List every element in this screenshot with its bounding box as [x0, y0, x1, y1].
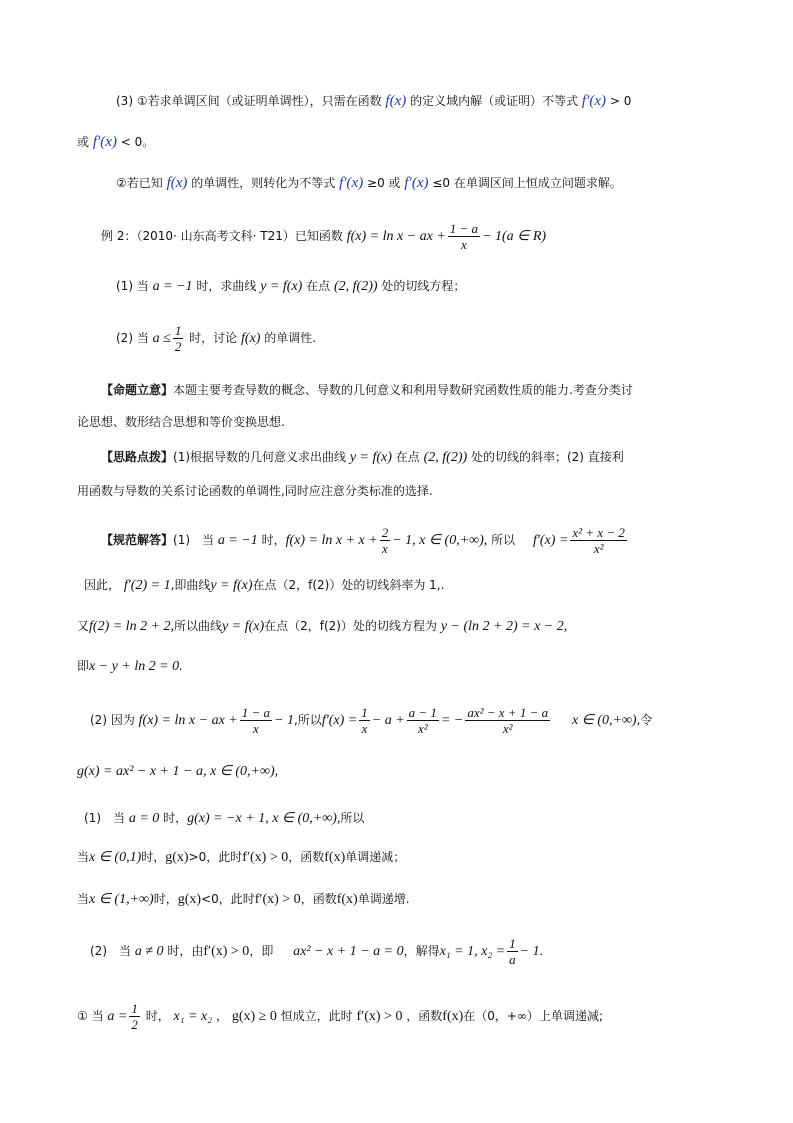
math-gx-def: g(x) = ax² − x + 1 − a, x ∈ (0,+∞), — [77, 764, 279, 779]
text: ,令 — [636, 713, 653, 727]
math-fpx: f′(x) — [404, 175, 429, 191]
doc-line-2 — [77, 133, 154, 151]
text: 的单调性. — [264, 331, 317, 345]
text: ≥0 或 — [367, 176, 401, 190]
text: (2) 当 — [116, 331, 149, 345]
text: 所以 — [491, 533, 516, 547]
section-label: 【命题立意】 — [101, 383, 174, 397]
text: (1) 当 — [173, 533, 215, 547]
text: 即 — [77, 659, 90, 673]
math-quad: ax² − x + 1 − a = 0 — [293, 944, 404, 959]
math-fx2: f(x) = ln x − ax + — [138, 713, 238, 728]
fraction: $\frac{1 - a}{x}$ — [241, 705, 271, 736]
text: (2) 因为 — [90, 713, 135, 727]
text: 又 — [77, 619, 90, 633]
section-label: 【思路点拨】 — [101, 450, 174, 464]
doc-line-11 — [101, 523, 629, 558]
section-label: 【规范解答】 — [101, 533, 174, 547]
math-fp2-lhs: f′(x) = — [321, 713, 358, 728]
doc-line-4 — [101, 221, 546, 252]
math-roots: x₁ = 1, x₂ = — [439, 944, 506, 959]
text: (1)根据导数的几何意义求出曲线 — [173, 450, 347, 464]
text: (2) 当 — [90, 944, 131, 958]
math-gx: g(x) — [177, 892, 202, 907]
text: ，解得 — [403, 944, 440, 958]
text: ，函数 — [288, 850, 325, 864]
math-tangent: y − (ln 2 + 2) = x − 2, — [440, 619, 568, 634]
text: 在（0，+∞）上单调递减; — [463, 1009, 604, 1023]
text: 所以曲线 — [174, 619, 223, 633]
doc-line-3 — [116, 174, 622, 192]
math-interval: x ∈ (1,+∞) — [89, 892, 154, 907]
text: ,即曲线 — [170, 578, 211, 592]
doc-line-6 — [116, 322, 316, 355]
math-fp2-mid: − a + — [371, 713, 405, 728]
text: 时， — [141, 850, 166, 864]
math-line-eq: x − y + ln 2 = 0. — [89, 659, 183, 674]
text: 时， — [145, 1009, 170, 1023]
text: 时，求曲线 — [196, 279, 257, 293]
math-fp-gt0: f′(x) > 0 — [242, 850, 289, 865]
math-fx1-tail: − 1, x ∈ (0,+∞), — [392, 533, 488, 548]
text: ，函数 — [406, 1009, 443, 1023]
text: 处的切线方程； — [381, 279, 466, 293]
text: (1) 当 — [84, 811, 125, 825]
fraction: $\frac{a - 1}{\text{x²}}$ — [408, 705, 437, 736]
fraction: $\frac{2}{x}$ — [381, 525, 389, 556]
doc-line-14 — [77, 657, 183, 676]
text: 的单调性，则转化为不等式 — [191, 176, 336, 190]
math-gx-a0: g(x) = −x + 1, x ∈ (0,+∞), — [187, 811, 341, 826]
text: 在点 — [395, 450, 420, 464]
text: 时，讨论 — [189, 331, 238, 345]
doc-line-16 — [77, 762, 278, 781]
fraction: $\frac{1}{x}$ — [361, 705, 368, 736]
text: 当 — [77, 850, 90, 864]
text: 时，由 — [167, 944, 204, 958]
text: ， — [215, 1009, 228, 1023]
math-fx: f(x) — [241, 331, 261, 346]
text: (3) ①若求单调区间（或证明单调性），只需在函数 — [116, 94, 382, 108]
doc-line-13 — [77, 617, 567, 636]
doc-line-7 — [101, 381, 633, 399]
doc-line-18 — [77, 848, 405, 867]
fraction: $\frac{1}{a}$ — [509, 936, 516, 967]
text: 单调递增. — [357, 892, 410, 906]
math-fx: f(x) — [442, 1009, 464, 1024]
text: 当 — [77, 892, 90, 906]
doc-line-8 — [77, 413, 285, 431]
math-a: a = −1 — [152, 279, 193, 294]
math-func-def: f(x) = ln x − ax + — [346, 229, 446, 244]
text: 在点（2，f(2)）处的切线斜率为 1,. — [252, 578, 445, 592]
text: (1) 当 — [116, 279, 149, 293]
fraction: $\frac{1}{2}$ — [131, 1001, 138, 1032]
math-interval: x ∈ (0,1) — [89, 850, 142, 865]
text: >0，此时 — [188, 850, 243, 864]
math-fp-gt0: f′(x) > 0 — [203, 944, 250, 959]
math-fx: f(x) — [336, 892, 358, 907]
math-fx2-tail: − 1 — [274, 713, 294, 728]
text: <0，此时 — [201, 892, 255, 906]
fraction: $\frac{\text{x² + x − 2}}{\text{x²}}$ — [572, 525, 625, 556]
math-point: (2, f(2)) — [423, 450, 468, 465]
text: 单调递减； — [345, 850, 406, 864]
math-y: y = f(x) — [260, 279, 303, 294]
text: ②若已知 — [116, 176, 163, 190]
math-a: a = −1 — [217, 533, 258, 548]
text: ,所以 — [293, 713, 322, 727]
math-roots-tail: − 1. — [519, 944, 544, 959]
fraction: $\frac{1 - a}{x}$ — [449, 221, 479, 252]
math-fpx: f′(x) — [92, 134, 117, 150]
doc-line-15 — [90, 700, 652, 741]
doc-line-19 — [77, 890, 410, 909]
math-a-le: a ≤ — [152, 331, 171, 346]
math-func-def-tail: − 1(a ∈ R) — [482, 229, 547, 244]
math-fx: f(x) — [324, 850, 346, 865]
text: ，函数 — [300, 892, 337, 906]
text: 时， — [261, 533, 286, 547]
math-fx: f(x) — [166, 175, 188, 191]
doc-line-12 — [84, 576, 444, 595]
text: 所以 — [340, 811, 365, 825]
doc-line-9 — [101, 448, 624, 467]
math-x1x2: x₁ = x₂ — [173, 1009, 213, 1024]
math-fpx: f′(x) — [339, 175, 364, 191]
text: < 0。 — [120, 135, 155, 149]
doc-line-17 — [84, 809, 364, 828]
doc-line-1 — [116, 92, 631, 110]
fraction: $\frac{\text{ax² − x + 1 − a}}{\text{x²}}$ — [467, 705, 549, 736]
math-point: (2, f(2)) — [334, 279, 378, 294]
math-a0: a = 0 — [128, 811, 160, 826]
text: 在点（2，f(2)）处的切线方程为 — [264, 619, 437, 633]
doc-line-5 — [116, 277, 465, 296]
text: 恒成立，此时 — [280, 1009, 353, 1023]
math-fp2-eq: = − — [440, 713, 464, 728]
doc-line-10 — [77, 482, 433, 500]
math-a-eq: a = — [107, 1009, 128, 1024]
math-ane0: a ≠ 0 — [134, 944, 164, 959]
text: ，即 — [249, 944, 274, 958]
math-fx: f(x) — [385, 93, 407, 109]
math-domain: x ∈ (0,+∞) — [571, 713, 637, 728]
math-fp-gt0: f′(x) > 0 — [356, 1009, 403, 1024]
fraction: $\frac{1}{2}$ — [174, 323, 182, 354]
math-y: y = f(x) — [222, 619, 265, 634]
math-fp-gt0: f′(x) > 0 — [254, 892, 301, 907]
math-gx: g(x) — [165, 850, 189, 865]
text: 在点 — [306, 279, 331, 293]
text: 因此， — [84, 578, 121, 592]
math-gx-ge0: g(x) ≥ 0 — [231, 1009, 277, 1024]
doc-line-20 — [90, 935, 543, 968]
math-fp1: f′(x) = — [532, 533, 569, 548]
doc-line-21 — [77, 1000, 603, 1033]
text: 论思想、数形结合思想和等价变换思想. — [77, 415, 285, 429]
math-fx1: f(x) = ln x + x + — [285, 533, 378, 548]
text: 本题主要考查导数的概念、导数的几何意义和利用导数研究函数性质的能力.考查分类讨 — [173, 383, 633, 397]
math-fp2: f′(2) = 1 — [123, 578, 171, 593]
text: 用函数与导数的关系讨论函数的单调性,同时应注意分类标准的选择. — [77, 484, 433, 498]
text: 处的切线的斜率；(2) 直接利 — [470, 450, 624, 464]
math-fpx: f′(x) — [581, 93, 607, 109]
text: 时， — [163, 811, 188, 825]
math-f2: f(2) = ln 2 + 2, — [89, 619, 175, 634]
math-y: y = f(x) — [210, 578, 253, 593]
text: ① 当 — [77, 1009, 104, 1023]
math-y: y = f(x) — [349, 450, 392, 465]
text: 例 2：（2010· 山东高考文科· T21）已知函数 — [101, 229, 343, 243]
text: ≤0 在单调区间上恒成立问题求解。 — [432, 176, 622, 190]
text: 或 — [77, 135, 90, 149]
text: > 0 — [609, 94, 632, 108]
text: 的定义域内解（或证明）不等式 — [410, 94, 579, 108]
text: 时， — [153, 892, 178, 906]
